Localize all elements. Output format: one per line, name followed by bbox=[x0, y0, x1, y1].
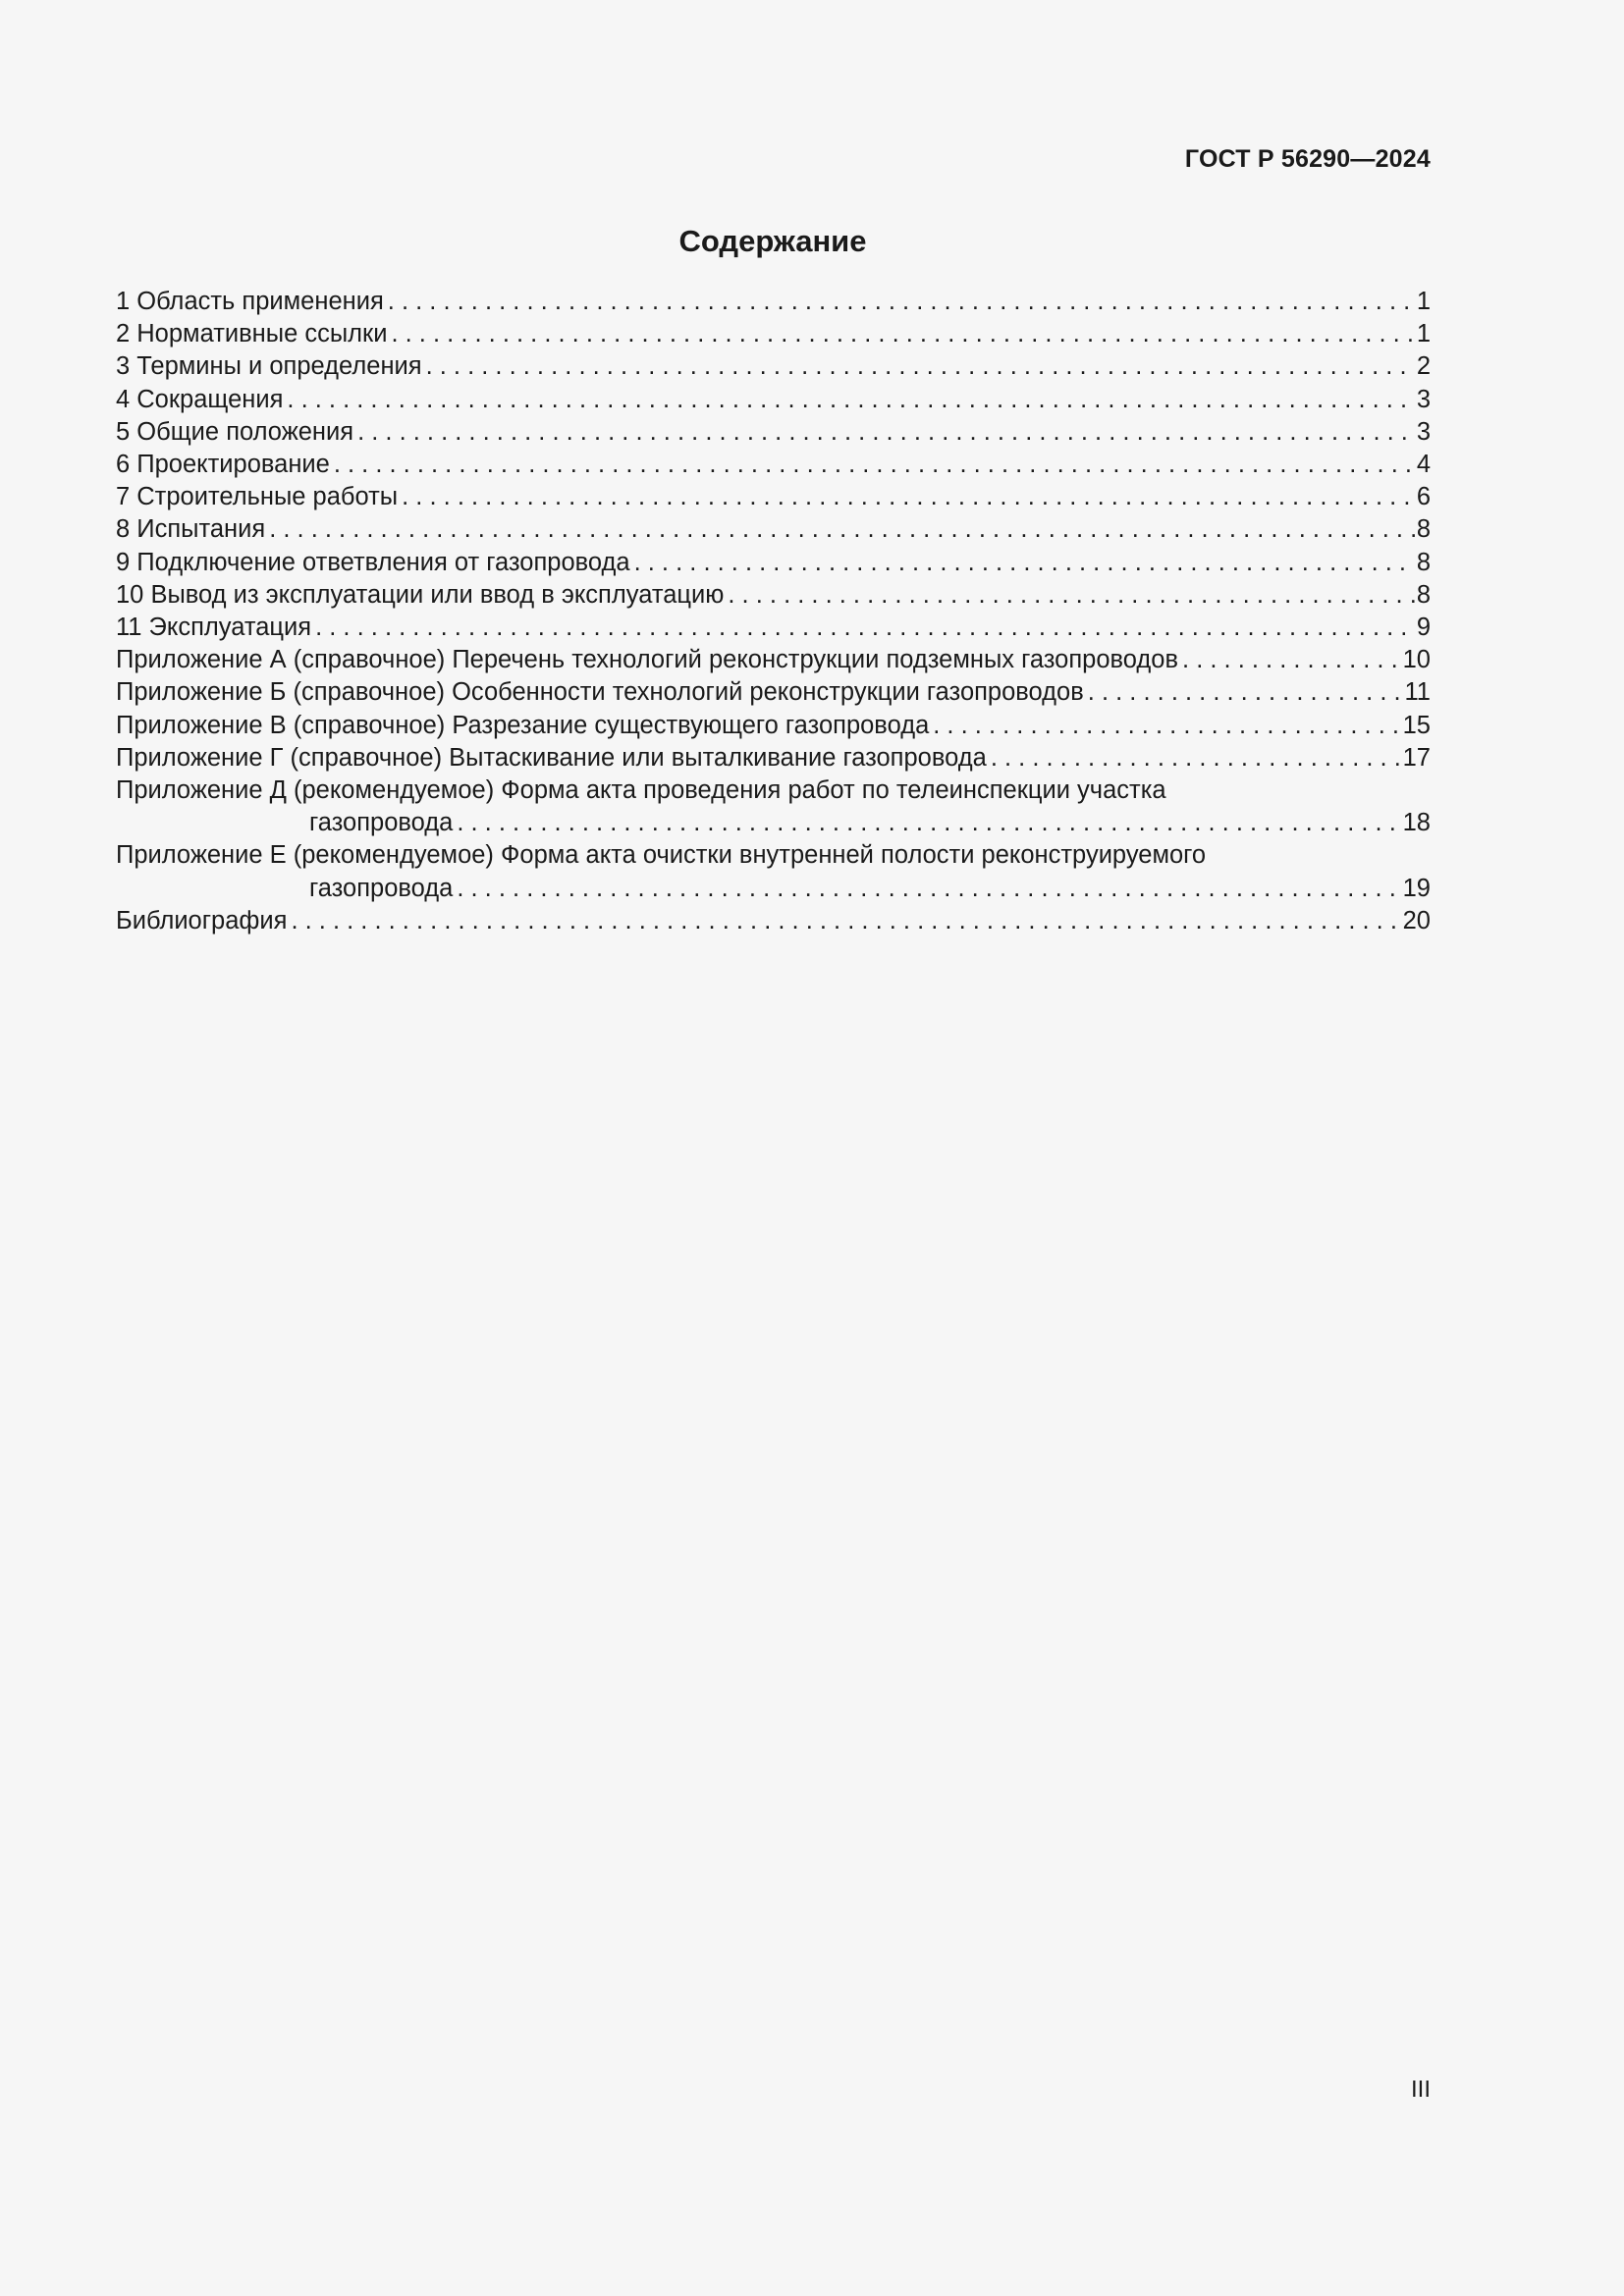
toc-entry[interactable] bbox=[116, 513, 1431, 546]
toc-line bbox=[116, 547, 1431, 579]
dot-leader bbox=[457, 873, 1400, 905]
toc-entry-label: Приложение В (справочное) Разрезание существующего газопровода bbox=[116, 711, 930, 739]
toc-entry-label: 5 Общие положения bbox=[116, 417, 354, 446]
toc-page-number: 11 bbox=[1404, 678, 1431, 707]
toc-entry[interactable] bbox=[116, 774, 1431, 839]
toc-entry-label: Приложение А (справочное) Перечень технологий реконструкции подземных газопроводов bbox=[116, 646, 1179, 674]
toc-line bbox=[116, 579, 1431, 612]
dot-leader bbox=[728, 579, 1414, 612]
dot-leader bbox=[426, 350, 1415, 383]
dot-leader bbox=[402, 481, 1415, 513]
toc-page-number: 4 bbox=[1416, 451, 1431, 479]
toc-entry-label: Приложение Г (справочное) Вытаскивание или выталкивание газопровода bbox=[116, 743, 987, 772]
toc-entry-label: 1 Область применения bbox=[116, 288, 384, 315]
toc-entry[interactable] bbox=[116, 350, 1431, 383]
dot-leader bbox=[315, 612, 1415, 644]
page-number: III bbox=[1410, 2076, 1431, 2103]
toc-entry-label: 9 Подключение ответвления от газопровода bbox=[116, 548, 630, 576]
toc-entry-label: 8 Испытания bbox=[116, 515, 266, 544]
toc-entry[interactable] bbox=[116, 416, 1431, 449]
toc-entry[interactable] bbox=[116, 318, 1431, 350]
toc-entry-label: газопровода bbox=[309, 809, 454, 837]
table-of-contents bbox=[116, 286, 1431, 937]
toc-line bbox=[116, 416, 1431, 449]
toc-line bbox=[116, 742, 1431, 774]
toc-entry[interactable] bbox=[116, 481, 1431, 513]
toc-entry-label: газопровода bbox=[309, 874, 454, 902]
toc-entry[interactable] bbox=[116, 547, 1431, 579]
toc-line bbox=[116, 873, 1431, 905]
toc-page-number: 9 bbox=[1416, 614, 1431, 642]
toc-line bbox=[116, 318, 1431, 350]
toc-entry-label: Библиография bbox=[116, 906, 288, 934]
toc-page-number: 17 bbox=[1402, 743, 1431, 772]
toc-entry[interactable] bbox=[116, 710, 1431, 742]
dot-leader bbox=[334, 449, 1415, 481]
toc-entry-label: 7 Строительные работы bbox=[116, 483, 399, 511]
dot-leader bbox=[269, 513, 1415, 546]
standard-code-header: ГОСТ Р 56290—2024 bbox=[1184, 145, 1431, 173]
toc-page-number: 1 bbox=[1416, 320, 1431, 348]
toc-entry-label: Приложение Е (рекомендуемое) Форма акта очистки внутренней полости реконструируемого bbox=[116, 841, 1207, 870]
toc-entry-label: 4 Сокращения bbox=[116, 385, 284, 413]
toc-line bbox=[116, 286, 1431, 318]
toc-page-number: 8 bbox=[1416, 548, 1431, 576]
toc-entry[interactable] bbox=[116, 286, 1431, 318]
toc-line bbox=[116, 513, 1431, 546]
toc-entry-label: 6 Проектирование bbox=[116, 451, 330, 479]
toc-line bbox=[116, 384, 1431, 416]
toc-title: Содержание bbox=[678, 224, 867, 258]
toc-line bbox=[116, 350, 1431, 383]
dot-leader bbox=[287, 384, 1414, 416]
dot-leader bbox=[457, 807, 1400, 839]
dot-leader bbox=[388, 286, 1415, 318]
toc-line bbox=[116, 839, 1431, 872]
toc-entry[interactable] bbox=[116, 384, 1431, 416]
toc-line bbox=[116, 905, 1431, 937]
dot-leader bbox=[1088, 676, 1403, 709]
toc-page-number: 3 bbox=[1416, 417, 1431, 446]
toc-line bbox=[116, 481, 1431, 513]
toc-entry[interactable] bbox=[116, 612, 1431, 644]
dot-leader bbox=[291, 905, 1400, 937]
toc-line bbox=[116, 710, 1431, 742]
toc-line bbox=[116, 774, 1431, 807]
toc-entry-label: Приложение Д (рекомендуемое) Форма акта проведения работ по телеинспекции участка bbox=[116, 776, 1166, 805]
toc-line bbox=[116, 807, 1431, 839]
dot-leader bbox=[991, 742, 1401, 774]
toc-page-number: 10 bbox=[1402, 646, 1431, 674]
dot-leader bbox=[357, 416, 1415, 449]
toc-entry[interactable] bbox=[116, 644, 1431, 676]
toc-entry-label: 11 Эксплуатация bbox=[116, 614, 312, 642]
toc-entry[interactable] bbox=[116, 449, 1431, 481]
toc-line bbox=[116, 449, 1431, 481]
toc-page-number: 18 bbox=[1402, 809, 1431, 837]
toc-entry[interactable] bbox=[116, 742, 1431, 774]
toc-entry-label: Приложение Б (справочное) Особенности технологий реконструкции газопроводов bbox=[116, 678, 1084, 707]
toc-entry[interactable] bbox=[116, 676, 1431, 709]
toc-page-number: 8 bbox=[1416, 515, 1431, 544]
toc-entry[interactable] bbox=[116, 579, 1431, 612]
dot-leader bbox=[1182, 644, 1401, 676]
toc-line bbox=[116, 676, 1431, 709]
toc-page-number: 3 bbox=[1416, 385, 1431, 413]
dot-leader bbox=[634, 547, 1415, 579]
toc-entry[interactable] bbox=[116, 839, 1431, 904]
toc-entry[interactable] bbox=[116, 905, 1431, 937]
toc-entry-label: 2 Нормативные ссылки bbox=[116, 320, 388, 348]
toc-page-number: 20 bbox=[1402, 906, 1431, 934]
toc-entry-label: 3 Термины и определения bbox=[116, 352, 422, 381]
toc-page-number: 15 bbox=[1402, 711, 1431, 739]
toc-page-number: 19 bbox=[1402, 874, 1431, 902]
dot-leader bbox=[933, 710, 1400, 742]
toc-line bbox=[116, 612, 1431, 644]
toc-line bbox=[116, 644, 1431, 676]
toc-page-number: 1 bbox=[1416, 288, 1431, 315]
toc-page-number: 8 bbox=[1416, 580, 1431, 609]
toc-page-number: 6 bbox=[1416, 483, 1431, 511]
dot-leader bbox=[391, 318, 1414, 350]
toc-entry-label: 10 Вывод из эксплуатации или ввод в эксплуатацию bbox=[116, 580, 725, 609]
toc-page-number: 2 bbox=[1416, 352, 1431, 381]
